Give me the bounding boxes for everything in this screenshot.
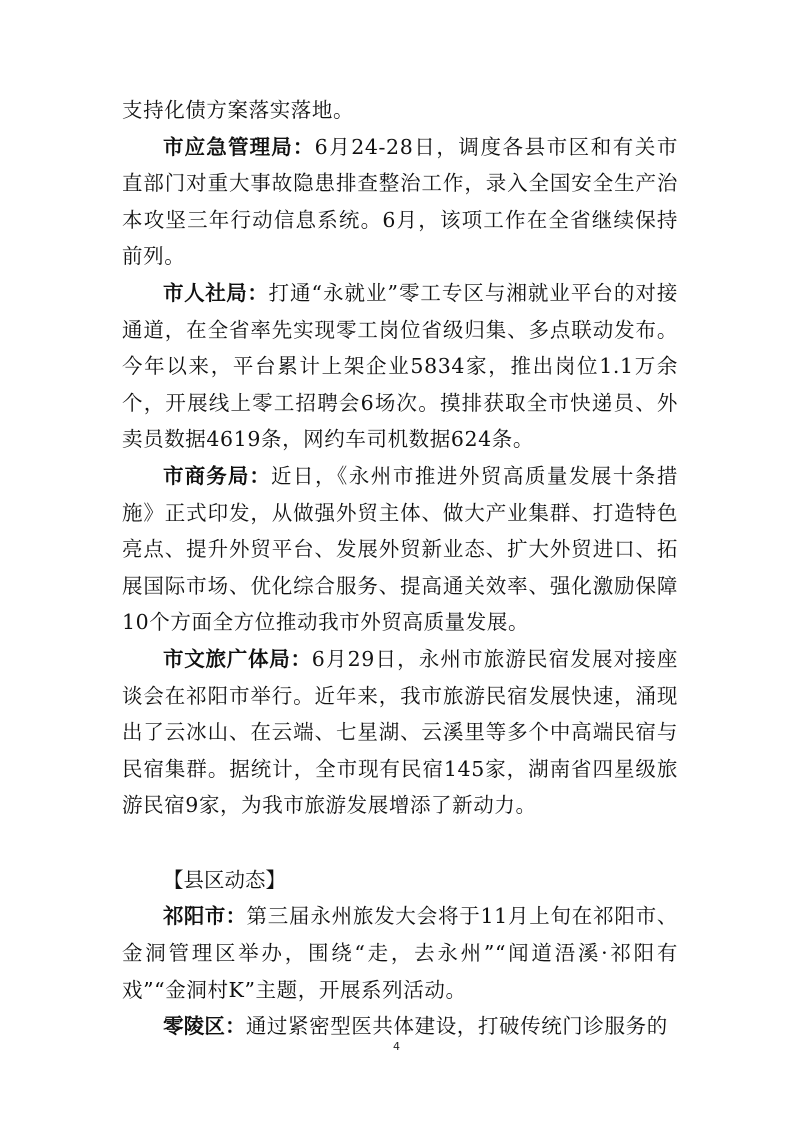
paragraph-text: 近日，《永州市推进外贸高质量发展十条措施》正式印发，从做强外贸主体、做大产业集群、打造特色亮点、提升外贸平台、发展外贸新业态、扩大外贸进口、拓展国际市场、优化综合服务、提高通关效率、强化激励保障10个方面全方位推动我市外贸高质量发展。: [122, 463, 678, 635]
document-body: [122, 92, 678, 1045]
paragraph-lead-qiyang: 祁阳市：: [163, 904, 247, 929]
paragraph-text: 通过紧密型医共体建设，打破传统门诊服务的: [245, 1014, 668, 1039]
section-heading: 【县区动态】: [163, 867, 286, 892]
paragraph-lead-emergency: 市应急管理局：: [163, 134, 315, 159]
paragraph-lead-culture-tourism: 市文旅广体局：: [163, 646, 312, 671]
paragraph-lead-commerce: 市商务局：: [163, 463, 272, 488]
page-number: 4: [393, 1040, 400, 1053]
paragraph-lead-lingling: 零陵区：: [163, 1014, 246, 1039]
paragraph-hr-bureau: [122, 275, 678, 458]
paragraph-text: 打通“永就业”零工专区与湘就业平台的对接通道，在全省率先实现零工岗位省级归集、多点联动发布。今年以来，平台累计上架企业5834家，推出岗位1.1万余个，开展线上零工招聘会6场次。摸排获取全市快递员、外卖员数据4619条，网约车司机数据624条。: [122, 280, 679, 452]
paragraph-lead-hr: 市人社局：: [163, 280, 269, 305]
paragraph-text: 6月29日，永州市旅游民宿发展对接座谈会在祁阳市举行。近年来，我市旅游民宿发展快速，涌现出了云冰山、在云端、七星湖、云溪里等多个中高端民宿与民宿集群。据统计，全市现有民宿145家，湖南省四星级旅游民宿9家，为我市旅游发展增添了新动力。: [122, 646, 678, 818]
paragraph-text: 支持化债方案落实落地。: [122, 98, 355, 122]
paragraph-qiyang: [122, 898, 678, 1008]
paragraph-text: 第三届永州旅发大会将于11月上旬在祁阳市、金洞管理区举办，围绕“走，去永州”“闻道浯溪·祁阳有戏”“金洞村K”主题，开展系列活动。: [122, 904, 678, 1002]
paragraph-continuation: [122, 92, 678, 129]
paragraph-emergency-bureau: [122, 129, 678, 275]
paragraph-commerce-bureau: [122, 458, 678, 641]
paragraph-culture-tourism-bureau: [122, 641, 678, 824]
paragraph-text: 6月24-28日，调度各县市区和有关市直部门对重大事故隐患排查整治工作，录入全国安全生产治本攻坚三年行动信息系统。6月，该项工作在全省继续保持前列。: [122, 134, 678, 269]
